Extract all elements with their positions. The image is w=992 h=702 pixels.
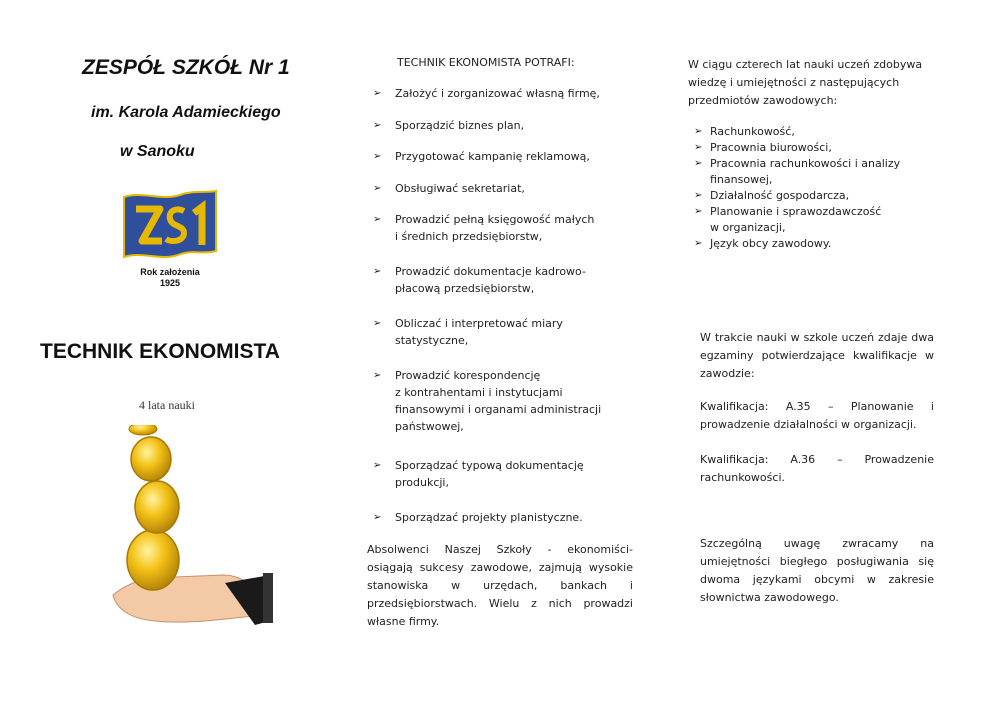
profession-title: TECHNIK EKONOMISTA (40, 340, 280, 363)
list-item: ➢ Obliczać i interpretować miary statystyczne, (373, 317, 563, 347)
list-item: ➢ Pracownia rachunkowości i analizy finansowej, (694, 157, 901, 186)
list-item: ➢ Rachunkowość, (694, 125, 795, 138)
list-item: ➢ Obsługiwać sekretariat, (373, 182, 525, 195)
arrow-bullet-icon: ➢ (694, 126, 703, 137)
qualification-a35: Kwalifikacja: A.35 – Planowanie i prowadzenie działalności w organizacji. (700, 400, 934, 431)
arrow-bullet-icon: ➢ (373, 512, 382, 523)
subjects-intro: W ciągu czterech lat nauki uczeń zdobywa wiedzę i umiejętności z następujących przedmiotów zawodowych: (688, 58, 923, 107)
list-item: ➢ Pracownia biurowości, (694, 141, 832, 154)
graduates-paragraph: Absolwenci Naszej Szkoły - ekonomiści- osiągają sukcesy zawodowe, zajmują wysokie stanowiska w urzędach, bankach i przedsiębiorstwach. Wielu z nich prowadzi własne firmy. (367, 543, 633, 628)
arrow-bullet-icon: ➢ (694, 142, 703, 153)
arrow-bullet-icon: ➢ (694, 238, 703, 249)
list-item: ➢ Prowadzić dokumentacje kadrowo- płacową przedsiębiorstw, (373, 265, 586, 295)
study-duration: 4 lata nauki (139, 398, 195, 412)
arrow-bullet-icon: ➢ (694, 158, 703, 169)
exams-paragraph: W trakcie nauki w szkole uczeń zdaje dwa egzaminy potwierdzające kwalifikacje w zawodzie: (700, 331, 934, 380)
list-item: ➢ Sporządzać typową dokumentację produkcji, (373, 459, 584, 489)
languages-paragraph: Szczególną uwagę zwracamy na umiejętności biegłego posługiwania się dwoma językami obcymi w zakresie słownictwa zawodowego. (700, 537, 934, 604)
list-item: ➢ Prowadzić pełną księgowość małych i średnich przedsiębiorstw, (373, 213, 595, 243)
arrow-bullet-icon: ➢ (373, 151, 382, 162)
subjects-list (694, 124, 934, 252)
hand-with-gold-coins-icon (105, 425, 275, 630)
list-item: ➢ Przygotować kampanię reklamową, (373, 150, 590, 163)
list-item: ➢ Prowadzić korespondencję z kontrahentami i instytucjami finansowymi i organami administracji państwowej, (373, 369, 602, 433)
qualification-a36: Kwalifikacja: A.36 – Prowadzenie rachunkowości. (700, 453, 934, 484)
arrow-bullet-icon: ➢ (373, 370, 382, 381)
arrow-bullet-icon: ➢ (373, 318, 382, 329)
arrow-bullet-icon: ➢ (694, 190, 703, 201)
list-item: ➢ Planowanie i sprawozdawczość w organizacji, (694, 205, 882, 234)
arrow-bullet-icon: ➢ (373, 460, 382, 471)
arrow-bullet-icon: ➢ (373, 120, 382, 131)
logo-caption-founded: Rok założenia (140, 267, 200, 277)
school-patron: im. Karola Adamieckiego (91, 104, 281, 121)
list-item: ➢ Założyć i zorganizować własną firmę, (373, 87, 600, 100)
logo-caption (122, 267, 218, 289)
arrow-bullet-icon: ➢ (373, 183, 382, 194)
right-panel (688, 0, 938, 702)
middle-panel (355, 0, 655, 702)
arrow-bullet-icon: ➢ (694, 206, 703, 217)
arrow-bullet-icon: ➢ (373, 266, 382, 277)
left-panel (0, 0, 350, 702)
school-city: w Sanoku (120, 143, 195, 160)
skills-heading: TECHNIK EKONOMISTA POTRAFI: (397, 56, 575, 69)
list-item: ➢ Sporządzać projekty planistyczne. (373, 511, 583, 524)
arrow-bullet-icon: ➢ (373, 214, 382, 225)
list-item: ➢ Sporządzić biznes plan, (373, 119, 525, 132)
list-item: ➢ Język obcy zawodowy. (694, 237, 832, 250)
arrow-bullet-icon: ➢ (373, 88, 382, 99)
logo-caption-year: 1925 (159, 278, 181, 288)
list-item: ➢ Działalność gospodarcza, (694, 189, 850, 202)
school-logo (122, 187, 218, 262)
school-name: ZESPÓŁ SZKÓŁ Nr 1 (82, 56, 290, 79)
